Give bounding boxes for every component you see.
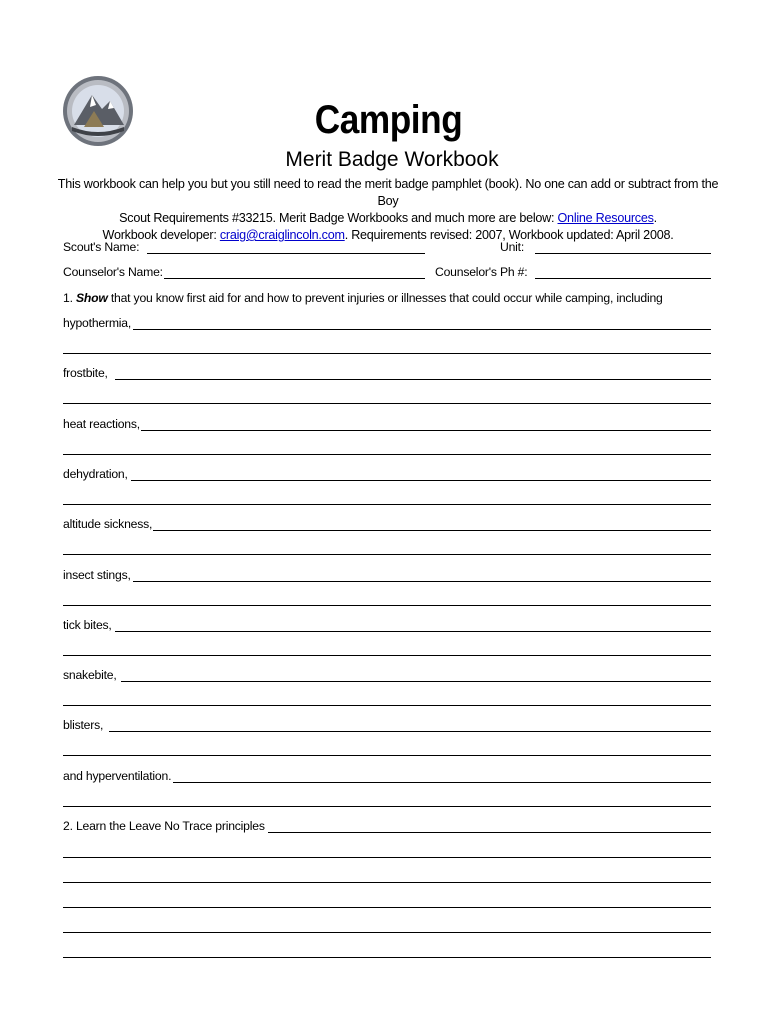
answer-line[interactable] [133, 581, 711, 582]
developer-email-link[interactable]: craig@craiglincoln.com [219, 228, 345, 242]
answer-line[interactable] [153, 530, 711, 531]
answer-line[interactable] [173, 782, 711, 783]
answer-line[interactable] [63, 857, 711, 858]
unit-label: Unit: [500, 240, 525, 254]
counselor-phone-field[interactable] [535, 278, 711, 279]
answer-line[interactable] [63, 655, 711, 656]
requirement-1-item-label: dehydration, [63, 467, 128, 481]
requirement-2-answer-line[interactable] [268, 832, 711, 833]
answer-line[interactable] [63, 806, 711, 807]
requirement-1-item-label: blisters, [63, 718, 104, 732]
requirement-body: that you know first aid for and how to prevent injuries or illnesses that could occur while camping, including [107, 291, 663, 305]
answer-line[interactable] [115, 631, 711, 632]
answer-line[interactable] [141, 430, 711, 431]
answer-line[interactable] [63, 504, 711, 505]
requirement-1-item-label: snakebite, [63, 668, 117, 682]
requirement-1-text [63, 291, 663, 305]
requirement-1-item-label: and hyperventilation. [63, 769, 172, 783]
answer-line[interactable] [115, 379, 711, 380]
online-resources-link[interactable]: Online Resources [557, 211, 654, 225]
page-title: Camping [314, 98, 463, 142]
answer-line[interactable] [63, 755, 711, 756]
requirement-1-item-label: insect stings, [63, 568, 131, 582]
intro-text: Scout Requirements #33215. Merit Badge Workbooks and much more are below: [119, 211, 558, 225]
answer-line[interactable] [63, 353, 711, 354]
counselor-name-field[interactable] [164, 278, 425, 279]
answer-line[interactable] [63, 957, 711, 958]
intro-text: . [653, 211, 657, 225]
unit-field[interactable] [535, 253, 711, 254]
answer-line[interactable] [63, 454, 711, 455]
scout-name-label: Scout's Name: [63, 240, 140, 254]
answer-line[interactable] [133, 329, 711, 330]
requirement-1-item-label: tick bites, [63, 618, 112, 632]
counselor-name-label: Counselor's Name: [63, 265, 163, 279]
intro-text: Workbook developer: [102, 228, 220, 242]
answer-line[interactable] [63, 605, 711, 606]
requirement-1-item-label: altitude sickness, [63, 517, 153, 531]
requirement-keyword: Show [75, 291, 108, 305]
answer-line[interactable] [63, 932, 711, 933]
answer-line[interactable] [63, 882, 711, 883]
answer-line[interactable] [131, 480, 711, 481]
scout-name-field[interactable] [147, 253, 425, 254]
requirement-number: 1. [63, 291, 76, 305]
answer-line[interactable] [63, 705, 711, 706]
intro-paragraph [55, 176, 721, 244]
intro-line-2 [55, 210, 721, 227]
intro-text: . Requirements revised: 2007, Workbook updated: April 2008. [344, 228, 674, 242]
answer-line[interactable] [63, 403, 711, 404]
answer-line[interactable] [63, 907, 711, 908]
page-subtitle: Merit Badge Workbook [285, 148, 499, 171]
requirement-1-item-label: heat reactions, [63, 417, 140, 431]
requirement-1-item-label: hypothermia, [63, 316, 132, 330]
answer-line[interactable] [109, 731, 711, 732]
answer-line[interactable] [63, 554, 711, 555]
counselor-phone-label: Counselor's Ph #: [435, 265, 528, 279]
requirement-1-item-label: frostbite, [63, 366, 108, 380]
intro-line-3 [55, 227, 721, 244]
intro-line-1: This workbook can help you but you still need to read the merit badge pamphlet (book). No one can add or subtract from the Boy [57, 177, 719, 208]
requirement-2-text: 2. Learn the Leave No Trace principles [63, 819, 265, 833]
answer-line[interactable] [121, 681, 711, 682]
